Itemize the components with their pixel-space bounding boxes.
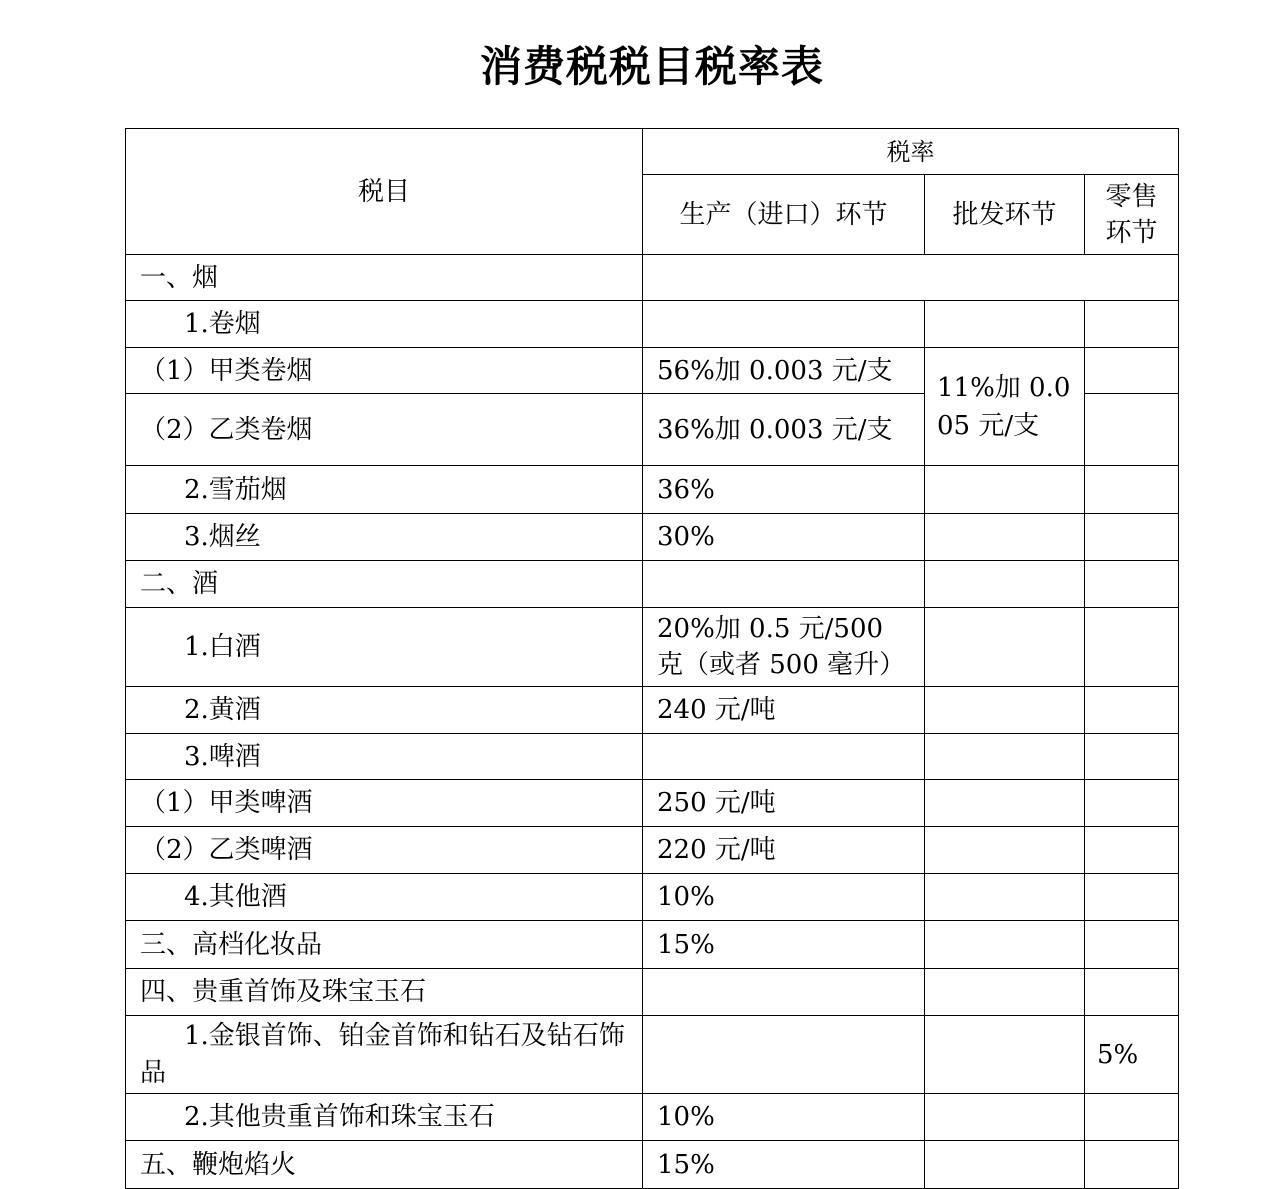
table-row bbox=[126, 561, 1179, 608]
page-title: 消费税税目税率表 bbox=[479, 42, 824, 91]
row-item: 3.啤酒 bbox=[126, 734, 643, 780]
row-production: 220 元/吨 bbox=[643, 827, 925, 874]
row-retail bbox=[1085, 827, 1179, 874]
table-row bbox=[126, 921, 1179, 969]
table-row bbox=[126, 969, 1179, 1016]
row-production: 240 元/吨 bbox=[643, 687, 925, 734]
header-rate: 税率 bbox=[643, 129, 1179, 175]
row-item: 1.白酒 bbox=[126, 608, 643, 687]
row-wholesale bbox=[925, 1016, 1085, 1094]
row-wholesale bbox=[925, 921, 1085, 969]
row-item: 五、鞭炮焰火 bbox=[126, 1141, 643, 1189]
header-production: 生产（进口）环节 bbox=[643, 175, 925, 255]
row-item: 2.其他贵重首饰和珠宝玉石 bbox=[126, 1094, 643, 1141]
header-wholesale: 批发环节 bbox=[925, 175, 1085, 255]
row-production bbox=[643, 561, 925, 608]
table-row bbox=[126, 1094, 1179, 1141]
row-item: 1.金银首饰、铂金首饰和钻石及钻石饰品 bbox=[126, 1016, 643, 1094]
row-wholesale bbox=[925, 608, 1085, 687]
row-production: 56%加 0.003 元/支 bbox=[643, 348, 925, 394]
row-wholesale bbox=[925, 780, 1085, 827]
row-production: 10% bbox=[643, 1094, 925, 1141]
row-wholesale: 11%加 0.005 元/支 bbox=[925, 348, 1085, 466]
row-production bbox=[643, 969, 925, 1016]
row-production: 30% bbox=[643, 514, 925, 561]
row-wholesale bbox=[925, 1141, 1085, 1189]
row-retail bbox=[1085, 301, 1179, 348]
row-retail bbox=[1085, 1141, 1179, 1189]
row-item: （2）乙类卷烟 bbox=[126, 394, 643, 466]
row-production: 15% bbox=[643, 1141, 925, 1189]
row-item: 二、酒 bbox=[126, 561, 643, 608]
row-production: 36%加 0.003 元/支 bbox=[643, 394, 925, 466]
row-wholesale bbox=[925, 827, 1085, 874]
table-row bbox=[126, 608, 1179, 687]
row-item: （1）甲类卷烟 bbox=[126, 348, 643, 394]
row-production: 20%加 0.5 元/500 克（或者 500 毫升） bbox=[643, 608, 925, 687]
row-wholesale bbox=[925, 874, 1085, 921]
row-retail bbox=[1085, 348, 1179, 394]
row-wholesale bbox=[925, 969, 1085, 1016]
row-production bbox=[643, 734, 925, 780]
row-item: 3.烟丝 bbox=[126, 514, 643, 561]
row-item: （1）甲类啤酒 bbox=[126, 780, 643, 827]
row-rate bbox=[643, 255, 1179, 301]
row-production: 10% bbox=[643, 874, 925, 921]
row-wholesale bbox=[925, 561, 1085, 608]
row-wholesale bbox=[925, 466, 1085, 514]
row-item: 四、贵重首饰及珠宝玉石 bbox=[126, 969, 643, 1016]
row-production bbox=[643, 301, 925, 348]
row-item: 1.卷烟 bbox=[126, 301, 643, 348]
row-retail bbox=[1085, 514, 1179, 561]
row-production: 15% bbox=[643, 921, 925, 969]
row-retail bbox=[1085, 561, 1179, 608]
row-production: 36% bbox=[643, 466, 925, 514]
row-retail bbox=[1085, 921, 1179, 969]
table-row bbox=[126, 874, 1179, 921]
table-row bbox=[126, 348, 1179, 394]
table-row bbox=[126, 514, 1179, 561]
row-retail bbox=[1085, 780, 1179, 827]
header-row bbox=[126, 129, 1179, 175]
tax-rate-table bbox=[125, 128, 1179, 1189]
row-wholesale bbox=[925, 1094, 1085, 1141]
row-retail: 5% bbox=[1085, 1016, 1179, 1094]
row-retail bbox=[1085, 969, 1179, 1016]
row-retail bbox=[1085, 687, 1179, 734]
row-item: 2.雪茄烟 bbox=[126, 466, 643, 514]
row-item: 三、高档化妆品 bbox=[126, 921, 643, 969]
row-wholesale bbox=[925, 687, 1085, 734]
row-retail bbox=[1085, 608, 1179, 687]
table-row bbox=[126, 734, 1179, 780]
table-row bbox=[126, 255, 1179, 301]
table-row bbox=[126, 1016, 1179, 1094]
table-row bbox=[126, 301, 1179, 348]
row-retail bbox=[1085, 874, 1179, 921]
row-retail bbox=[1085, 394, 1179, 466]
table-row bbox=[126, 780, 1179, 827]
row-wholesale bbox=[925, 514, 1085, 561]
row-retail bbox=[1085, 466, 1179, 514]
header-item: 税目 bbox=[126, 129, 643, 255]
row-item: 4.其他酒 bbox=[126, 874, 643, 921]
row-retail bbox=[1085, 1094, 1179, 1141]
row-production: 250 元/吨 bbox=[643, 780, 925, 827]
row-wholesale bbox=[925, 301, 1085, 348]
row-production bbox=[643, 1016, 925, 1094]
row-item: 2.黄酒 bbox=[126, 687, 643, 734]
table-row bbox=[126, 1141, 1179, 1189]
row-retail bbox=[1085, 734, 1179, 780]
table-row bbox=[126, 687, 1179, 734]
row-item: 一、烟 bbox=[126, 255, 643, 301]
header-retail: 零售环节 bbox=[1085, 175, 1179, 255]
table-row bbox=[126, 466, 1179, 514]
row-wholesale bbox=[925, 734, 1085, 780]
row-item: （2）乙类啤酒 bbox=[126, 827, 643, 874]
table-row bbox=[126, 827, 1179, 874]
